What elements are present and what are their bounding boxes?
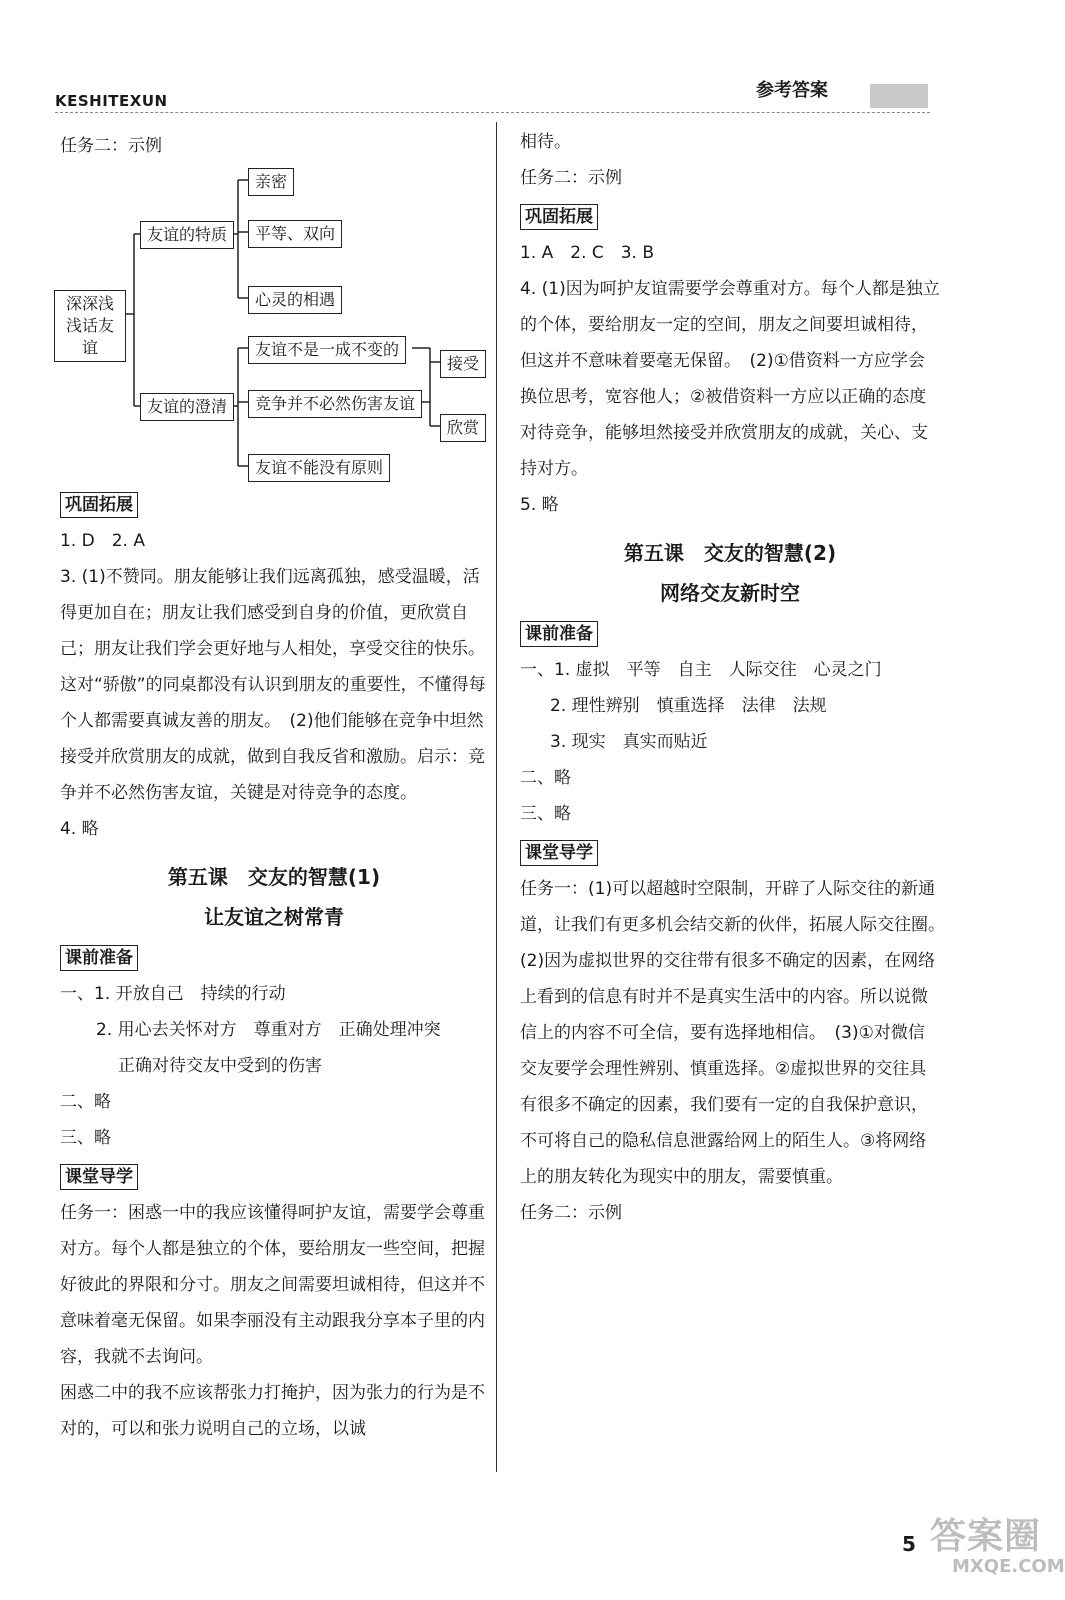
mindmap-item-intimate: 亲密 — [248, 168, 294, 196]
prep-r-4: 二、略 — [520, 768, 571, 788]
answer-q1-2: 1. D 2. A — [60, 531, 145, 551]
mindmap-item-compete: 竞争并不必然伤害友谊 — [248, 390, 422, 418]
page-number: 5 — [902, 1532, 916, 1556]
lesson1-title: 第五课 交友的智慧(1) — [167, 865, 381, 889]
watermark: 答案圈 — [930, 1516, 1042, 1557]
watermark-url: MXQE.COM — [952, 1556, 1065, 1577]
mindmap-lines — [60, 164, 500, 484]
section-class-guide-r: 课堂导学 — [520, 840, 598, 866]
mindmap-item-meet: 心灵的相遇 — [248, 286, 342, 314]
answer-q4-r: 4. (1)因为呵护友谊需要学会尊重对方。每个人都是独立的个体，要给朋友一定的空间，朋友之间要坦诚相待，但这并不意味着要毫无保留。 (2)①借资料一方应学会换位思考，宽容他人；②被借资料一方应以正确的态度对待竞争，能够坦然接受并欣赏朋友的成就，关心、支持对方。 — [520, 279, 940, 479]
section-consolidate: 巩固拓展 — [60, 492, 138, 518]
prep-r-3: 3. 现实 真实而贴近 — [550, 732, 708, 752]
task1-answer-b: 困惑二中的我不应该帮张力打掩护，因为张力的行为是不对的，可以和张力说明自己的立场，以诚 — [60, 1383, 485, 1439]
header-title: 参考答案 — [756, 80, 828, 101]
mindmap-item-change: 友谊不是一成不变的 — [248, 336, 406, 364]
task1-answer-r: 任务一：(1)可以超越时空限制，开辟了人际交往的新通道，让我们有更多机会结交新的伙伴，拓展人际交往圈。 (2)因为虚拟世界的交往带有很多不确定的因素，在网络上看到的信息有时并不是真实生活中的内容。所以说微信上的内容不可全信，要有选择地相信。 (3)①对微信交友要学会理性辨别、慎重选择。②虚拟世界的交往具有很多不确定的因素，我们要有一定的自我保护意识，不可将自己的隐私信息泄露给网上的陌生人。③将网络上的朋友转化为现实中的朋友，需要慎重。 — [520, 879, 954, 1187]
answer-q3: 3. (1)不赞同。朋友能够让我们远离孤独，感受温暖，活得更加自在；朋友让我们感受到自身的价值，更欣赏自己；朋友让我们学会更好地与人相处，享受交往的快乐。这对“骄傲”的同桌都没有认识到朋友的重要性，不懂得每个人都需要真诚友善的朋友。 (2)他们能够在竞争中坦然接受并欣赏朋友的成就，做到自我反省和激励。启示：竞争并不必然伤害友谊，关键是对待竞争的态度。 — [60, 567, 486, 803]
header-divider — [55, 112, 930, 113]
prep-2b: 正确对待交友中受到的伤害 — [118, 1056, 322, 1076]
prep-r-2: 2. 理性辨别 慎重选择 法律 法规 — [550, 696, 827, 716]
prep-2: 2. 用心去关怀对方 尊重对方 正确处理冲突 — [96, 1020, 441, 1040]
prep-1: 一、1. 开放自己 持续的行动 — [60, 984, 286, 1004]
answer-q5-r: 5. 略 — [520, 495, 559, 515]
lesson2-title: 第五课 交友的智慧(2) — [623, 541, 837, 565]
prep-r-1: 一、1. 虚拟 平等 自主 人际交往 心灵之门 — [520, 660, 882, 680]
answer-q1-3: 1. A 2. C 3. B — [520, 243, 655, 263]
prep-r-5: 三、略 — [520, 804, 571, 824]
mindmap-item-accept: 接受 — [440, 350, 486, 378]
mindmap-item-appreciate: 欣赏 — [440, 414, 486, 442]
task2-label: 任务二：示例 — [60, 136, 162, 156]
header-bar — [870, 84, 928, 108]
prep-3: 二、略 — [60, 1092, 111, 1112]
section-consolidate-r: 巩固拓展 — [520, 204, 598, 230]
lesson1-subtitle: 让友谊之树常青 — [204, 905, 344, 929]
right-column — [520, 124, 954, 1231]
lesson2-subtitle: 网络交友新时空 — [660, 581, 800, 605]
task1-answer: 任务一：困惑一中的我应该懂得呵护友谊，需要学会尊重对方。每个人都是独立的个体，要给朋友一些空间，把握好彼此的界限和分寸。朋友之间需要坦诚相待，但这并不意味着毫无保留。如果李丽没有主动跟我分享本子里的内容，我就不去询问。 — [60, 1203, 485, 1367]
brand-text: KESHITEXUN — [55, 92, 168, 110]
mindmap-item-principle: 友谊不能没有原则 — [248, 454, 390, 482]
task2-answer: 任务二：示例 — [520, 168, 622, 188]
mindmap-item-equal: 平等、双向 — [248, 220, 342, 248]
section-preview-r: 课前准备 — [520, 621, 598, 647]
mindmap-branch-traits: 友谊的特质 — [140, 221, 234, 249]
answer-q4: 4. 略 — [60, 819, 99, 839]
continued-text: 相待。 — [520, 132, 571, 152]
task2-example-r: 任务二：示例 — [520, 1203, 622, 1223]
left-column — [60, 128, 488, 1447]
mindmap-root: 深深浅浅话友谊 — [54, 290, 126, 362]
prep-4: 三、略 — [60, 1128, 111, 1148]
section-preview: 课前准备 — [60, 945, 138, 971]
mindmap-branch-clarify: 友谊的澄清 — [140, 393, 234, 421]
mindmap — [60, 164, 488, 484]
section-class-guide: 课堂导学 — [60, 1164, 138, 1190]
